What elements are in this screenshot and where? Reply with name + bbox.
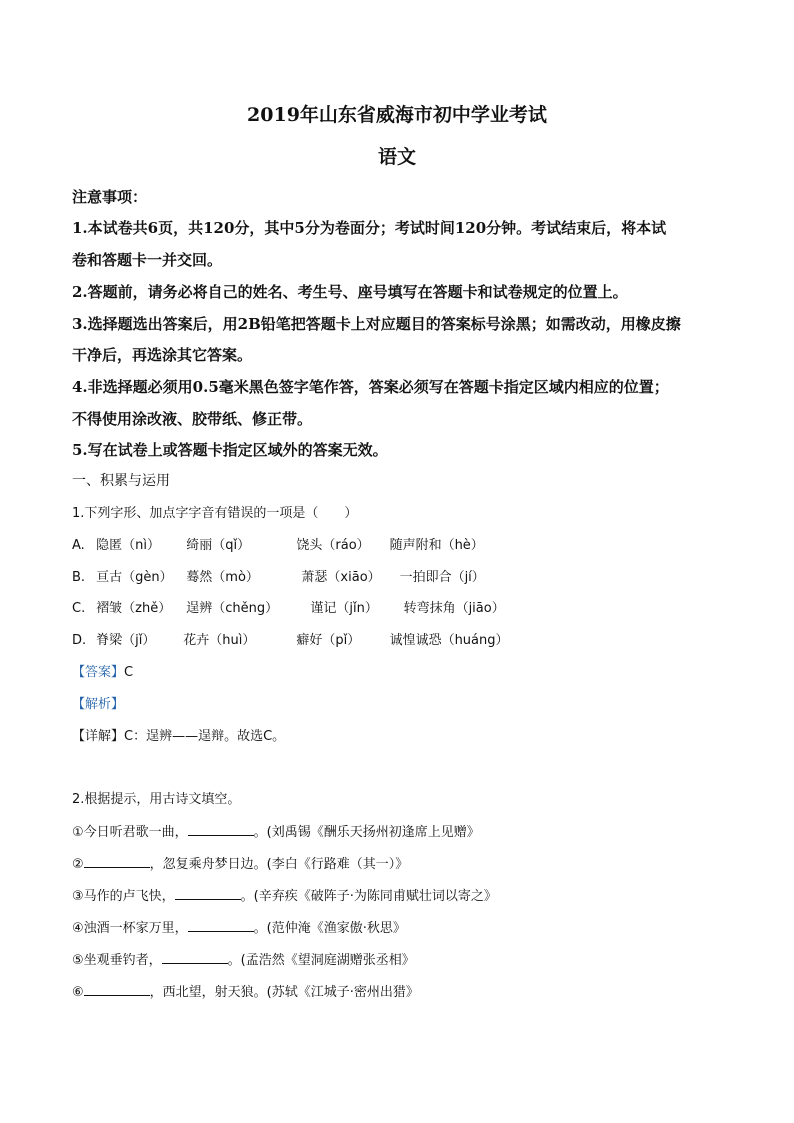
item-prefix: ①今日听君歌一曲， <box>72 825 188 840</box>
option-item: 谨记（jǐn） <box>310 601 378 616</box>
option-label: B. <box>72 570 86 585</box>
option-item: 一拍即合（jí） <box>399 570 485 585</box>
q1-option-d <box>72 633 509 649</box>
q1-detail <box>72 729 285 745</box>
item-suffix: 。(辛弃疾《破阵子·为陈同甫赋壮词以寄之》 <box>240 889 497 904</box>
notes-line: 不得使用涂改液、胶带纸、修正带。 <box>72 410 313 428</box>
option-item: 花卉（huì） <box>183 633 256 648</box>
q2-item <box>72 951 415 969</box>
q2-item <box>72 855 408 873</box>
option-item: 褶皱（zhě） <box>96 601 172 616</box>
item-prefix: ③马作的卢飞快， <box>72 889 175 904</box>
fill-blank[interactable] <box>188 919 254 932</box>
answer-value: C <box>124 665 134 680</box>
notes-line: 2.答题前，请务必将自己的姓名、考生号、座号填写在答题卡和试卷规定的位置上。 <box>72 283 628 301</box>
exam-title: 2019年山东省威海市初中学业考试 <box>247 104 547 126</box>
q2-item <box>72 919 406 937</box>
notes-line: 5.写在试卷上或答题卡指定区域外的答案无效。 <box>72 441 388 459</box>
q1-analysis <box>72 697 124 713</box>
q1-stem: 1.下列字形、加点字字音有错误的一项是（ ） <box>72 506 358 521</box>
fill-blank[interactable] <box>84 983 150 996</box>
item-suffix: 。(刘禹锡《酬乐天扬州初逢席上见赠》 <box>253 825 480 840</box>
item-prefix: ④浊酒一杯家万里， <box>72 921 188 936</box>
option-item: 逞辨（chěng） <box>186 601 279 616</box>
notes-line: 1.本试卷共6页，共120分，其中5分为卷面分；考试时间120分钟。考试结束后，将本试 <box>72 219 667 237</box>
notes-line: 4.非选择题必须用0.5毫米黑色签字笔作答，答案必须写在答题卡指定区域内相应的位置； <box>72 378 669 396</box>
notes-line: 干净后，再选涂其它答案。 <box>72 346 253 364</box>
option-label: A. <box>72 538 85 553</box>
item-suffix: ，西北望，射天狼。(苏轼《江城子·密州出猎》 <box>149 985 419 1000</box>
option-item: 饶头（ráo） <box>296 538 370 553</box>
option-item: 萧瑟（xiāo） <box>301 570 381 585</box>
option-item: 随声附和（hè） <box>389 538 484 553</box>
option-item: 癖好（pǐ） <box>296 633 361 648</box>
fill-blank[interactable] <box>84 855 150 868</box>
q1-option-c <box>72 601 505 617</box>
option-item: 转弯抹角（jiāo） <box>403 601 505 616</box>
item-prefix: ⑥ <box>72 985 84 1000</box>
option-item: 亘古（gèn） <box>96 570 173 585</box>
answer-tag: 【答案】 <box>72 665 125 680</box>
item-suffix: 。(孟浩然《望洞庭湖赠张丞相》 <box>227 953 415 968</box>
fill-blank[interactable] <box>175 887 241 900</box>
fill-blank[interactable] <box>188 823 254 836</box>
notes-heading: 注意事项： <box>72 188 148 206</box>
option-item: 脊梁（jǐ） <box>96 633 156 648</box>
analysis-tag: 【解析】 <box>72 697 125 712</box>
item-suffix: ，忽复乘舟梦日边。(李白《行路难（其一）》 <box>149 857 409 872</box>
q2-stem: 2.根据提示，用古诗文填空。 <box>72 792 241 807</box>
exam-subject: 语文 <box>377 146 416 168</box>
option-label: D. <box>72 633 87 648</box>
fill-blank[interactable] <box>162 951 228 964</box>
item-prefix: ⑤坐观垂钓者， <box>72 953 162 968</box>
q2-item <box>72 983 419 1001</box>
section-heading: 一、积累与运用 <box>72 473 170 489</box>
detail-text: C：逞辨——逞辩。故选C。 <box>124 729 286 744</box>
item-prefix: ② <box>72 857 84 872</box>
option-label: C. <box>72 601 86 616</box>
item-suffix: 。(范仲淹《渔家傲·秋思》 <box>253 921 406 936</box>
q2-item <box>72 823 480 841</box>
option-item: 绮丽（qǐ） <box>186 538 251 553</box>
q2-item <box>72 887 497 905</box>
notes-line: 卷和答题卡一并交回。 <box>72 251 223 269</box>
option-item: 蓦然（mò） <box>186 570 259 585</box>
q1-option-a <box>72 538 484 554</box>
q1-answer <box>72 665 133 681</box>
q1-option-b <box>72 570 485 586</box>
option-item: 诚惶诚恐（huáng） <box>389 633 509 648</box>
detail-tag: 【详解】 <box>72 729 125 744</box>
option-item: 隐匿（nì） <box>96 538 160 553</box>
notes-line: 3.选择题选出答案后，用2B铅笔把答题卡上对应题目的答案标号涂黑；如需改动，用橡皮擦 <box>72 315 681 333</box>
